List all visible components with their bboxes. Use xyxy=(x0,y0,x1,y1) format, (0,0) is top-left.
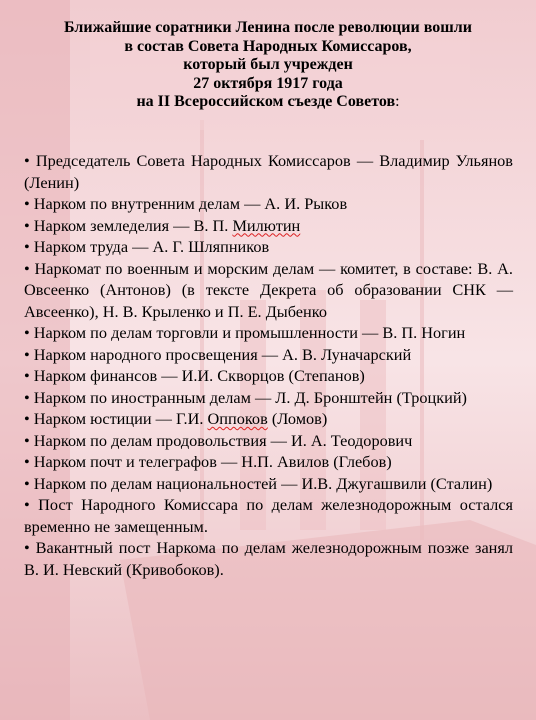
heading-line: Ближайшие соратники Ленина после революции вошли xyxy=(64,19,472,36)
list-item-text: • Нарком земледелия — В. П. xyxy=(24,215,233,235)
commissars-list xyxy=(24,150,513,580)
heading-line: 27 октября 1917 года xyxy=(193,74,343,92)
list-item: • Председатель Совета Народных Комиссаров — Владимир Ульянов (Ленин) xyxy=(24,151,513,192)
list-item-text: • Нарком юстиции — Г.И. xyxy=(24,409,208,428)
list-item: • Нарком по внутренним делам — А. И. Рыков xyxy=(24,194,348,213)
spellcheck-marked-word: Милютин xyxy=(232,215,301,235)
list-item xyxy=(24,408,513,430)
list-item: • Вакантный пост Наркома по делам железнодорожным позже занял В. И. Невский (Кривобоков). xyxy=(24,538,513,579)
document-heading xyxy=(0,19,536,112)
heading-colon: : xyxy=(395,93,400,111)
list-item-text: (Ломов) xyxy=(267,409,328,428)
list-item: • Нарком по делам продовольствия — И. А. Теодорович xyxy=(24,430,413,450)
list-item: • Нарком по делам торговли и промышленности — В. П. Ногин xyxy=(24,323,466,342)
list-item: • Нарком народного просвещения — А. В. Луначарский xyxy=(24,344,412,364)
heading-line: который был учрежден xyxy=(183,56,353,74)
list-item: • Нарком по иностранным делам — Л. Д. Бронштейн (Троцкий) xyxy=(24,387,467,407)
list-item: • Нарком по делам национальностей — И.В. Джугашвили (Сталин) xyxy=(24,473,493,493)
list-item xyxy=(24,215,513,237)
heading-line: в состав Совета Народных Комиссаров, xyxy=(124,37,412,55)
list-item: • Нарком труда — А. Г. Шляпников xyxy=(24,237,270,256)
list-item: • Нарком финансов — И.И. Скворцов (Степанов) xyxy=(24,366,365,385)
list-item: • Наркомат по военным и морским делам — комитет, в составе: В. А. Овсеенко (Антонов) (в тексте Декрета об образовании СНК — Авсеенко), Н. В. Крыленко и П. Е. Дыбенко xyxy=(24,258,513,321)
heading-line-text: на II Всероссийском съезде Советов xyxy=(136,93,396,111)
list-item: • Пост Народного Комиссара по делам железнодорожным остался временно не замещенным. xyxy=(24,495,513,536)
spellcheck-marked-word: Оппоков xyxy=(207,409,268,428)
list-item: • Нарком почт и телеграфов — Н.П. Авилов (Глебов) xyxy=(24,452,392,471)
heading-line xyxy=(0,93,536,112)
